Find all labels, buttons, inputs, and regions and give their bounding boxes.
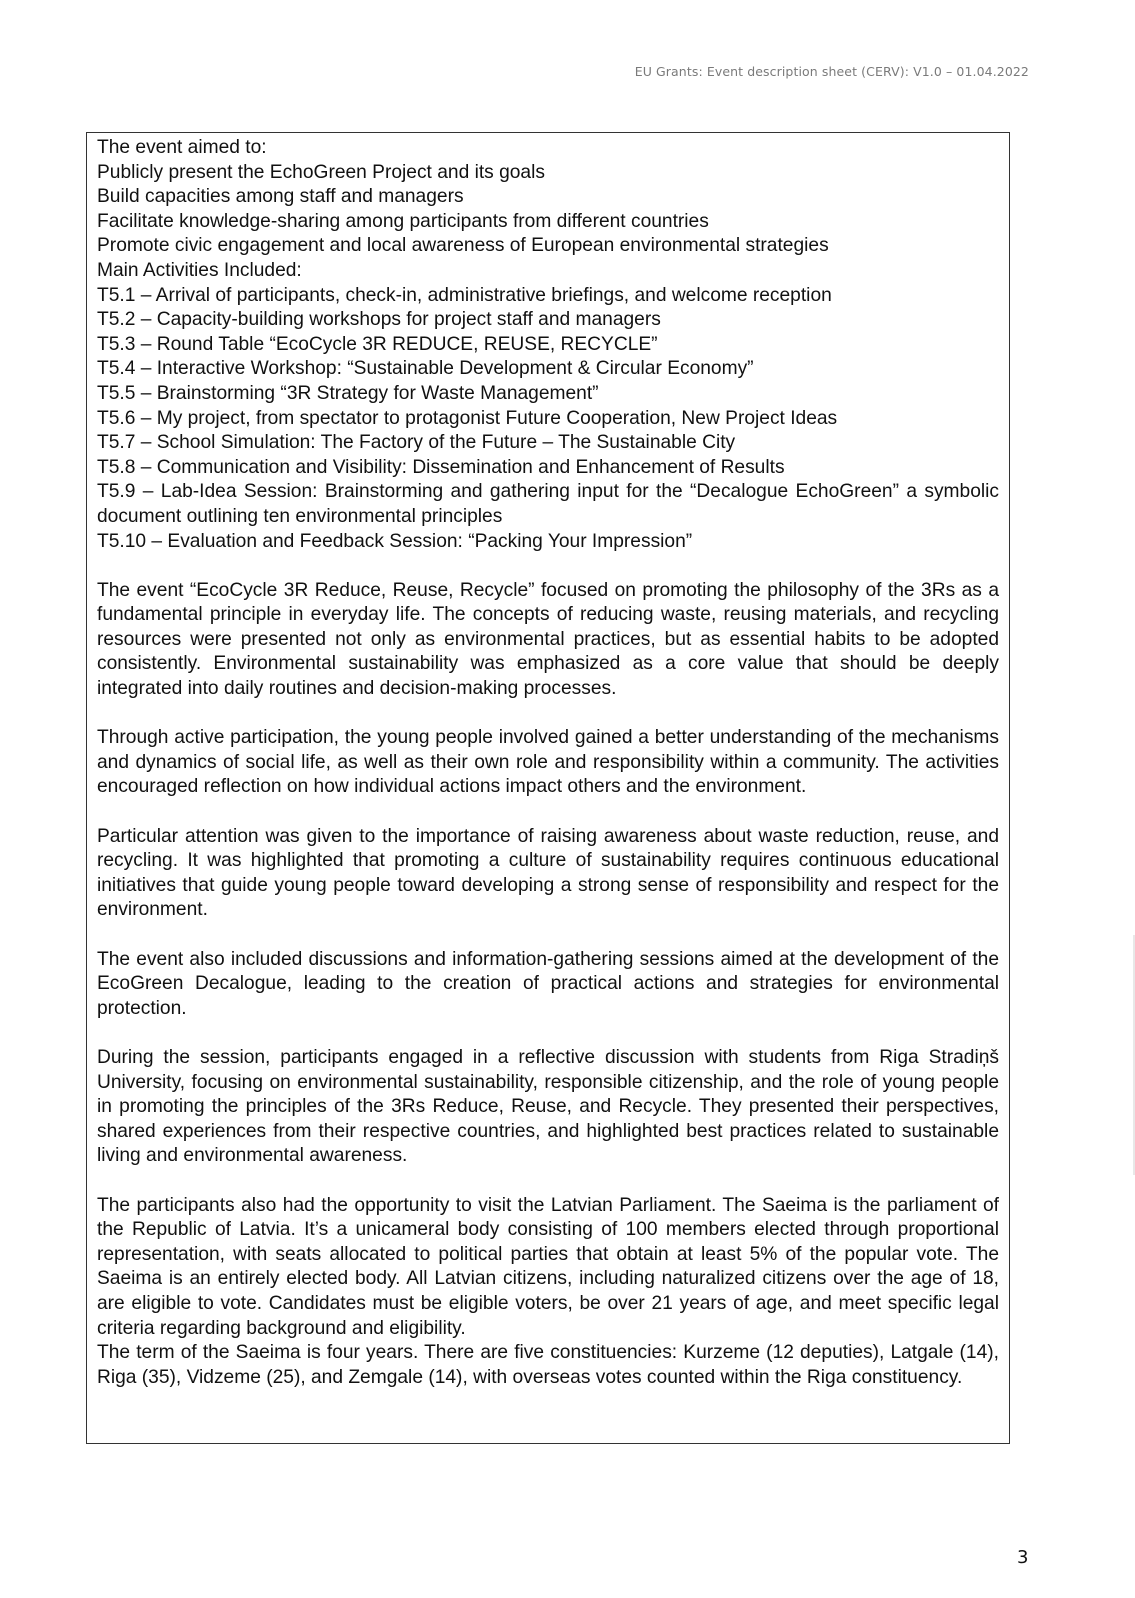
activity-item-t5-10: T5.10 – Evaluation and Feedback Session: “Packing Your Impression”	[97, 530, 693, 552]
activity-item: T5.4 – Interactive Workshop: “Sustainable Development & Circular Economy”	[97, 358, 754, 380]
paragraph-decalogue: The event also included discussions and information-gathering sessions aimed at the development of the EcoGreen Decalogue, leading to the creation of practical actions and strategies for environmental protection.	[97, 948, 999, 1019]
goal-item: Promote civic engagement and local awareness of European environmental strategies	[97, 235, 829, 257]
activity-item: T5.8 – Communication and Visibility: Dissemination and Enhancement of Results	[97, 456, 785, 478]
activity-item: T5.6 – My project, from spectator to protagonist Future Cooperation, New Project Ideas	[97, 407, 838, 429]
activity-item: T5.2 – Capacity-building workshops for project staff and managers	[97, 309, 661, 331]
paragraph-awareness: Particular attention was given to the importance of raising awareness about waste reduction, reuse, and recycling. It was highlighted that promoting a culture of sustainability requires continuous educational initiatives that guide young people toward developing a strong sense of responsibility and respect for the environment.	[97, 825, 999, 921]
page-number: 3	[1017, 1547, 1029, 1568]
paragraph-ecocycle: The event “EcoCycle 3R Reduce, Reuse, Recycle” focused on promoting the philosophy of the 3Rs as a fundamental principle in everyday life. The concepts of reducing waste, reusing materials, and recycling resources were presented not only as environmental practices, but as essential habits to be adopted consistently. Environmental sustainability was emphasized as a core value that should be deeply integrated into daily routines and decision-making processes.	[97, 579, 999, 700]
paragraph-participation: Through active participation, the young people involved gained a better understanding of the mechanisms and dynamics of social life, as well as their own role and responsibility within a community. The activities encouraged reflection on how individual actions impact others and the environment.	[97, 727, 999, 798]
activity-item: T5.1 – Arrival of participants, check-in, administrative briefings, and welcome reception	[97, 284, 832, 306]
paragraph-saeima-term: The term of the Saeima is four years. There are five constituencies: Kurzeme (12 deputies), Latgale (14), Riga (35), Vidzeme (25), and Zemgale (14), with overseas votes counted within the Riga constituency.	[97, 1342, 999, 1388]
activity-item: T5.3 – Round Table “EcoCycle 3R REDUCE, REUSE, RECYCLE”	[97, 333, 658, 355]
activity-item: T5.5 – Brainstorming “3R Strategy for Waste Management”	[97, 382, 599, 404]
page-header: EU Grants: Event description sheet (CERV): V1.0 – 01.04.2022	[634, 64, 1029, 79]
goal-item: Facilitate knowledge-sharing among participants from different countries	[97, 210, 709, 232]
activity-item-t5-9: T5.9 – Lab-Idea Session: Brainstorming and gathering input for the “Decalogue EchoGreen” a symbolic document outlining ten environmental principles	[97, 481, 999, 527]
goal-item: Publicly present the EchoGreen Project and its goals	[97, 161, 545, 183]
intro-line: The event aimed to:	[97, 137, 267, 158]
activity-item: T5.7 – School Simulation: The Factory of the Future – The Sustainable City	[97, 432, 736, 454]
intro-list	[97, 136, 999, 554]
goal-item: Build capacities among staff and managers	[97, 186, 464, 208]
paragraph-parliament: The participants also had the opportunity to visit the Latvian Parliament. The Saeima is the parliament of the Republic of Latvia. It’s a unicameral body consisting of 100 members elected through proportional representation, with seats allocated to political parties that obtain at least 5% of the popular vote. The Saeima is an entirely elected body. All Latvian citizens, including naturalized citizens over the age of 18, are eligible to vote. Candidates must be eligible voters, be over 21 years of age, and meet specific legal criteria regarding background and eligibility.	[97, 1194, 999, 1339]
activities-heading: Main Activities Included:	[97, 259, 302, 281]
event-description-box	[86, 132, 1010, 1444]
paragraph-university: During the session, participants engaged in a reflective discussion with students from Riga Stradiņš University, focusing on environmental sustainability, responsible citizenship, and the role of young people in promoting the principles of the 3Rs Reduce, Reuse, and Recycle. They presented their perspectives, shared experiences from their respective countries, and highlighted best practices related to sustainable living and environmental awareness.	[97, 1046, 999, 1167]
